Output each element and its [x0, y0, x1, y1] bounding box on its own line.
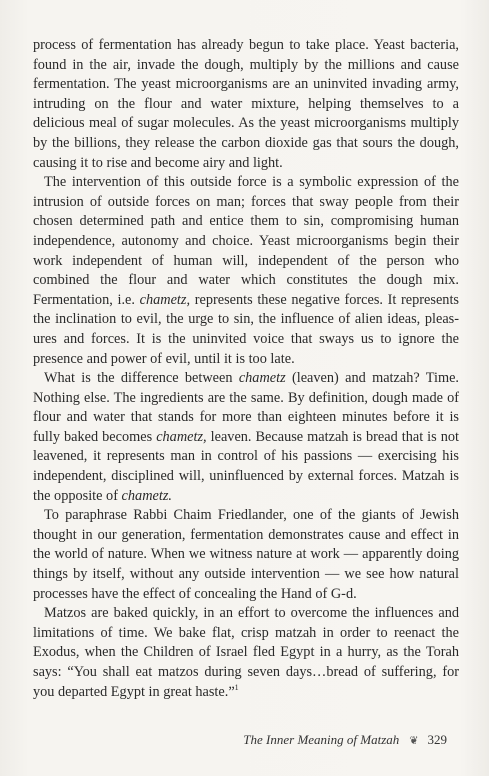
- page-number: 329: [427, 732, 447, 747]
- italic-term: chametz,: [156, 428, 207, 445]
- paragraph-text: To paraphrase Rabbi Chaim Friedlander, one of the giants of Jewish thought in our generation, fermentation demonstrates cause and effect in the world of nature. When we witness nature at work — apparently doing things by itself, without any outside intervention — we see how natural processes have the effect of concealing the Hand of G-d.: [33, 507, 459, 602]
- italic-term: chametz.: [121, 487, 172, 504]
- paragraph-text: leaven. Because matzah is bread that is not leavened, it represents man in control of his passions — exercising his independent, disciplined will, uninfluenced by external forces. Matzah is the opposite of: [33, 428, 459, 504]
- italic-term: chametz: [238, 370, 286, 387]
- paragraph: [33, 604, 459, 702]
- paragraph-text: (leaven) and matzah? Time. Nothing else. The ingredients are the same. By definition, dough made of flour and water that stands for more than eighteen minutes before it is fully baked becomes: [33, 370, 459, 445]
- paragraph-text: Matzos are baked quickly, in an effort to overcome the influences and limitations of time. We bake flat, crisp matzah in order to reenact the Exodus, when the Children of Israel fled Egypt in a hurry, as the Torah says: “You shall eat matzos during seven days…bread of suffering, for you departed Egypt in great haste.”: [33, 605, 459, 700]
- italic-term: chametz,: [139, 291, 191, 308]
- paragraph-text: process of fermentation has already begun to take place. Yeast bacteria, found in the air, invade the dough, multiply by the millions and cause fermentation. The yeast microorganisms are an uninvited invading army, intruding on the flour and water mixture, helping themselves to a delicious meal of sugar molecules. As the yeast microorganisms multiply by the billions, they release the carbon dioxide gas that sours the dough, causing it to rise and become airy and light.: [33, 37, 459, 171]
- paragraph-text: represents these negative forces. It represents the inclination to evil, the urge to sin, the influence of alien ideas, pleasures and forces. It is the uninvited voice that sways us to ignore the presence and power of evil, until it is too late.: [33, 291, 459, 367]
- footnote-marker: 1: [234, 682, 239, 692]
- page-footer: [243, 732, 447, 748]
- paragraph: [33, 506, 459, 604]
- running-title: The Inner Meaning of Matzah: [243, 732, 400, 747]
- body-text: [33, 36, 459, 702]
- paragraph-text: What is the difference between: [44, 370, 239, 387]
- paragraph: [33, 36, 459, 173]
- paragraph: [33, 369, 459, 506]
- paragraph-text: The intervention of this outside force is a symbolic expression of the intrusion of outside forces on man; forces that sway people from their chosen determined path and entice them to sin, compromising human independence, autonomy and choice. Yeast microorganisms begin their work independent of human will, independent of the person who combined the flour and water which constitutes the dough mix. Fermentation, i.e.: [33, 174, 459, 308]
- paragraph: [33, 173, 459, 369]
- fleuron-icon: ❦: [409, 734, 418, 747]
